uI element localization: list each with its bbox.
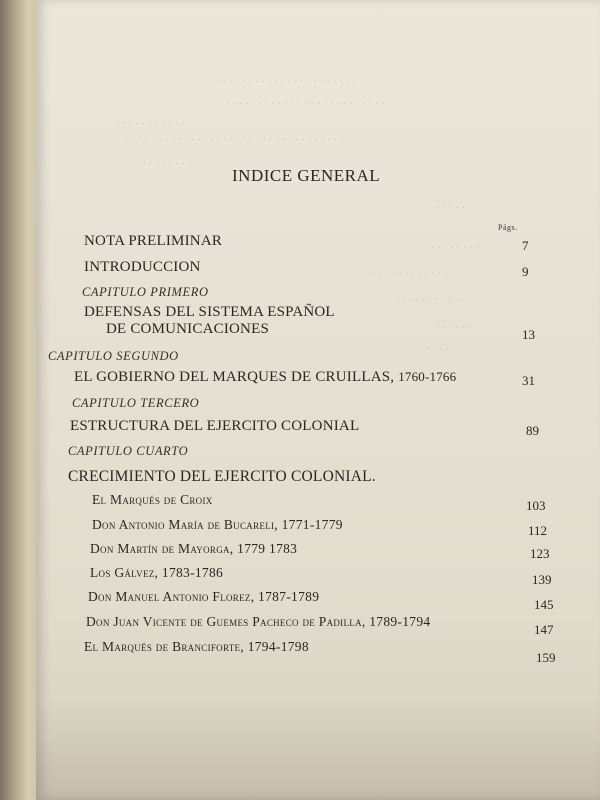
chapter-heading-4: CAPITULO CUARTO	[68, 444, 189, 458]
chapter-heading-1: CAPITULO PRIMERO	[82, 285, 209, 299]
toc-subentry-bucareli: Don Antonio María de Bucareli, 1771-1779	[92, 517, 343, 532]
toc-entry-gobierno-label: EL GOBIERNO DEL MARQUES DE CRUILLAS,	[74, 369, 395, 385]
toc-entry-estructura: ESTRUCTURA DEL EJERCITO COLONIAL	[70, 418, 360, 434]
page-edge-left	[0, 0, 40, 800]
toc-entry-defensas-line2: DE COMUNICACIONES	[106, 321, 269, 337]
toc-page-cap1: 13	[522, 327, 535, 342]
toc-page-galvez: 139	[532, 572, 552, 587]
toc-entry-defensas-line1: DEFENSAS DEL SISTEMA ESPAÑOL	[84, 304, 335, 320]
toc-page-branciforte: 159	[536, 650, 556, 665]
toc-subentry-florez: Don Manuel Antonio Florez, 1787-1789	[88, 589, 320, 604]
book-page	[36, 0, 600, 800]
page-title: INDICE GENERAL	[232, 166, 381, 185]
toc-page-mayorga: 123	[530, 546, 550, 561]
toc-entry-gobierno-years: 1760-1766	[398, 369, 457, 384]
toc-entry-introduccion: INTRODUCCION	[84, 259, 201, 275]
toc-subentry-croix: El Marqués de Croix	[92, 492, 213, 507]
show-through-text: . . . . . . . . . . . . . . . . . . . . . . . . . . . . . . . . . . . . . . . . . . . . . . . . . . . . . . . . . . . . . . . . . . . . . . . . . . . . . . . . . . . . . . . . . . . . . . . . . . . . . . . . . . . . . . . . . . . . . . . . . . . . . . . . . . . . . . . . . . . . . . . . . . .	[116, 70, 480, 353]
toc-entry-gobierno-cruillas	[74, 369, 456, 386]
toc-page-bucareli: 112	[528, 523, 548, 538]
toc-page-cap2: 31	[522, 373, 535, 388]
toc-page-guemes: 147	[534, 622, 554, 637]
toc-page-croix: 103	[526, 498, 546, 513]
toc-page-nota: 7	[522, 238, 529, 253]
toc-entry-crecimiento: CRECIMIENTO DEL EJERCITO COLONIAL.	[68, 468, 376, 485]
toc-page-florez: 145	[534, 597, 554, 612]
toc-page-intro: 9	[522, 264, 529, 279]
toc-entry-nota-preliminar: NOTA PRELIMINAR	[84, 233, 223, 249]
page-shadow	[36, 700, 600, 800]
toc-page-cap3: 89	[526, 423, 539, 438]
toc-subentry-branciforte: El Marqués de Branciforte, 1794-1798	[84, 639, 309, 654]
chapter-heading-3: CAPITULO TERCERO	[72, 396, 200, 410]
toc-subentry-mayorga: Don Martín de Mayorga, 1779 1783	[90, 541, 298, 556]
toc-subentry-galvez: Los Gálvez, 1783-1786	[90, 565, 224, 580]
toc-subentry-guemes: Don Juan Vicente de Guemes Pacheco de Padilla, 1789-1794	[86, 614, 431, 629]
pages-column-header: Págs.	[498, 223, 518, 232]
chapter-heading-2: CAPITULO SEGUNDO	[48, 349, 179, 363]
